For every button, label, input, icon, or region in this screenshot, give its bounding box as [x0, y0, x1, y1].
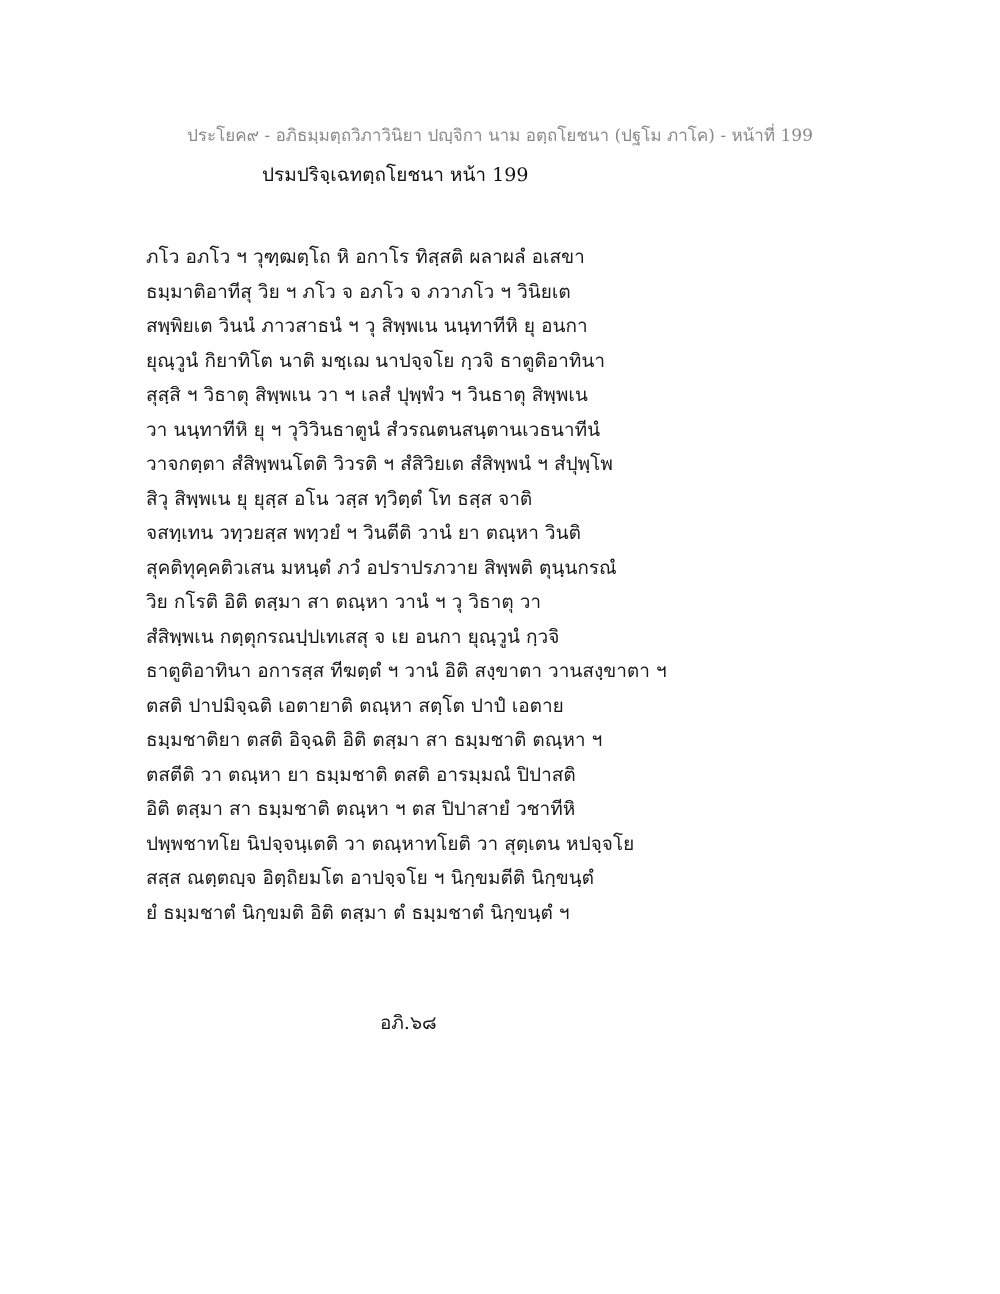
body-line: วา นนฺทาทีหิ ยุ ฯ วุวิวินธาตูนํ สํวรณตนสนฺตานเวธนาทีนํ: [146, 418, 601, 441]
running-header: ประโยค๙ - อภิธมฺมตฺถวิภาวินิยา ปญฺจิกา นาม อตฺถโยชนา (ปฐโม ภาโค) - หน้าที่ 199: [187, 126, 813, 146]
body-line: วาจกตฺตา สํสิพฺพนโตติ วิวรติ ฯ สํสิวิยเต สํสิพฺพนํ ฯ สํปุพฺโพ: [146, 453, 613, 475]
body-line: สิวุ สิพฺพเน ยุ ยุสฺส อโน วสฺส ทฺวิตฺตํ โท ธสฺส จาติ: [146, 487, 533, 510]
footer-signature: อภิ.๖๘: [380, 1012, 437, 1034]
body-line: ธาตูติอาทินา อการสฺส ทีฆตฺตํ ฯ วานํ อิติ สงฺขาตา วานสงฺขาตา ฯ: [146, 660, 667, 682]
body-line: สุคติทุคฺคติวเสน มหนฺตํ ภวํ อปราปรภวาย สิพฺพติ ตุนฺนกรณํ: [146, 556, 617, 579]
body-line: ยุณฺวูนํ กิยาทิโต นาติ มชฺเฌ นาปจฺจโย กฺวจิ ธาตูติอาทินา: [146, 349, 606, 372]
body-line: สุสฺสิ ฯ วิธาตุ สิพฺพเน วา ฯ เลสํ ปุพฺพํว ฯ วินธาตุ สิพฺพเน: [146, 384, 588, 406]
body-line: สํสิพฺพเน กตฺตุกรณปฺปเทเสสุ จ เย อนกา ยุณฺวูนํ กฺวจิ: [146, 625, 560, 648]
body-line: ตสตีติ วา ตณฺหา ยา ธมฺมชาติ ตสติ อารมฺมณํ ปิปาสติ: [146, 763, 576, 786]
body-line: สสฺส ณตฺตญฺจ อิตฺถิยมโต อาปจฺจโย ฯ นิกฺขมตีติ นิกฺขนฺตํ: [146, 867, 595, 889]
body-line: ตสติ ปาปมิจฺฉติ เอตายาติ ตณฺหา สตฺโต ปาปํ เอตาย: [146, 694, 564, 717]
body-line: ปพฺพชาทโย นิปจฺจนฺเตติ วา ตณฺหาทโยติ วา สุตฺเตน หปจฺจโย: [146, 832, 635, 855]
body-line: อิติ ตสฺมา สา ธมฺมชาติ ตณฺหา ฯ ตส ปิปาสายํ วชาทีหิ: [146, 798, 576, 820]
body-line: ธมฺมชาติยา ตสติ อิจฺฉติ อิติ ตสฺมา สา ธมฺมชาติ ตณฺหา ฯ: [146, 729, 603, 751]
body-line: ธมฺมาติอาทีสุ วิย ฯ ภโว จ อภโว จ ภวาภโว ฯ วินิยเต: [146, 280, 571, 303]
section-title: ปรมปริจฺเฉทตฺถโยชนา หน้า 199: [262, 164, 529, 186]
body-line: สพฺพิยเต วินนํ ภาวสาธนํ ฯ วุ สิพฺพเน นนฺทาทีหิ ยุ อนกา: [146, 315, 588, 337]
body-line: วิย กโรติ อิติ ตสฺมา สา ตณฺหา วานํ ฯ วุ วิธาตุ วา: [146, 591, 542, 613]
body-line: จสทฺเทน วทฺวยสฺส พทฺวยํ ฯ วินตีติ วานํ ยา ตณฺหา วินติ: [146, 522, 581, 544]
body-text: [146, 240, 866, 930]
body-line: ยํ ธมฺมชาตํ นิกฺขมติ อิติ ตสฺมา ตํ ธมฺมชาตํ นิกฺขนฺตํ ฯ: [146, 901, 570, 924]
body-line: ภโว อภโว ฯ วุฑฺฒตฺโถ หิ อกาโร ทิสฺสติ ผลาผลํ อเสขา: [146, 246, 585, 268]
